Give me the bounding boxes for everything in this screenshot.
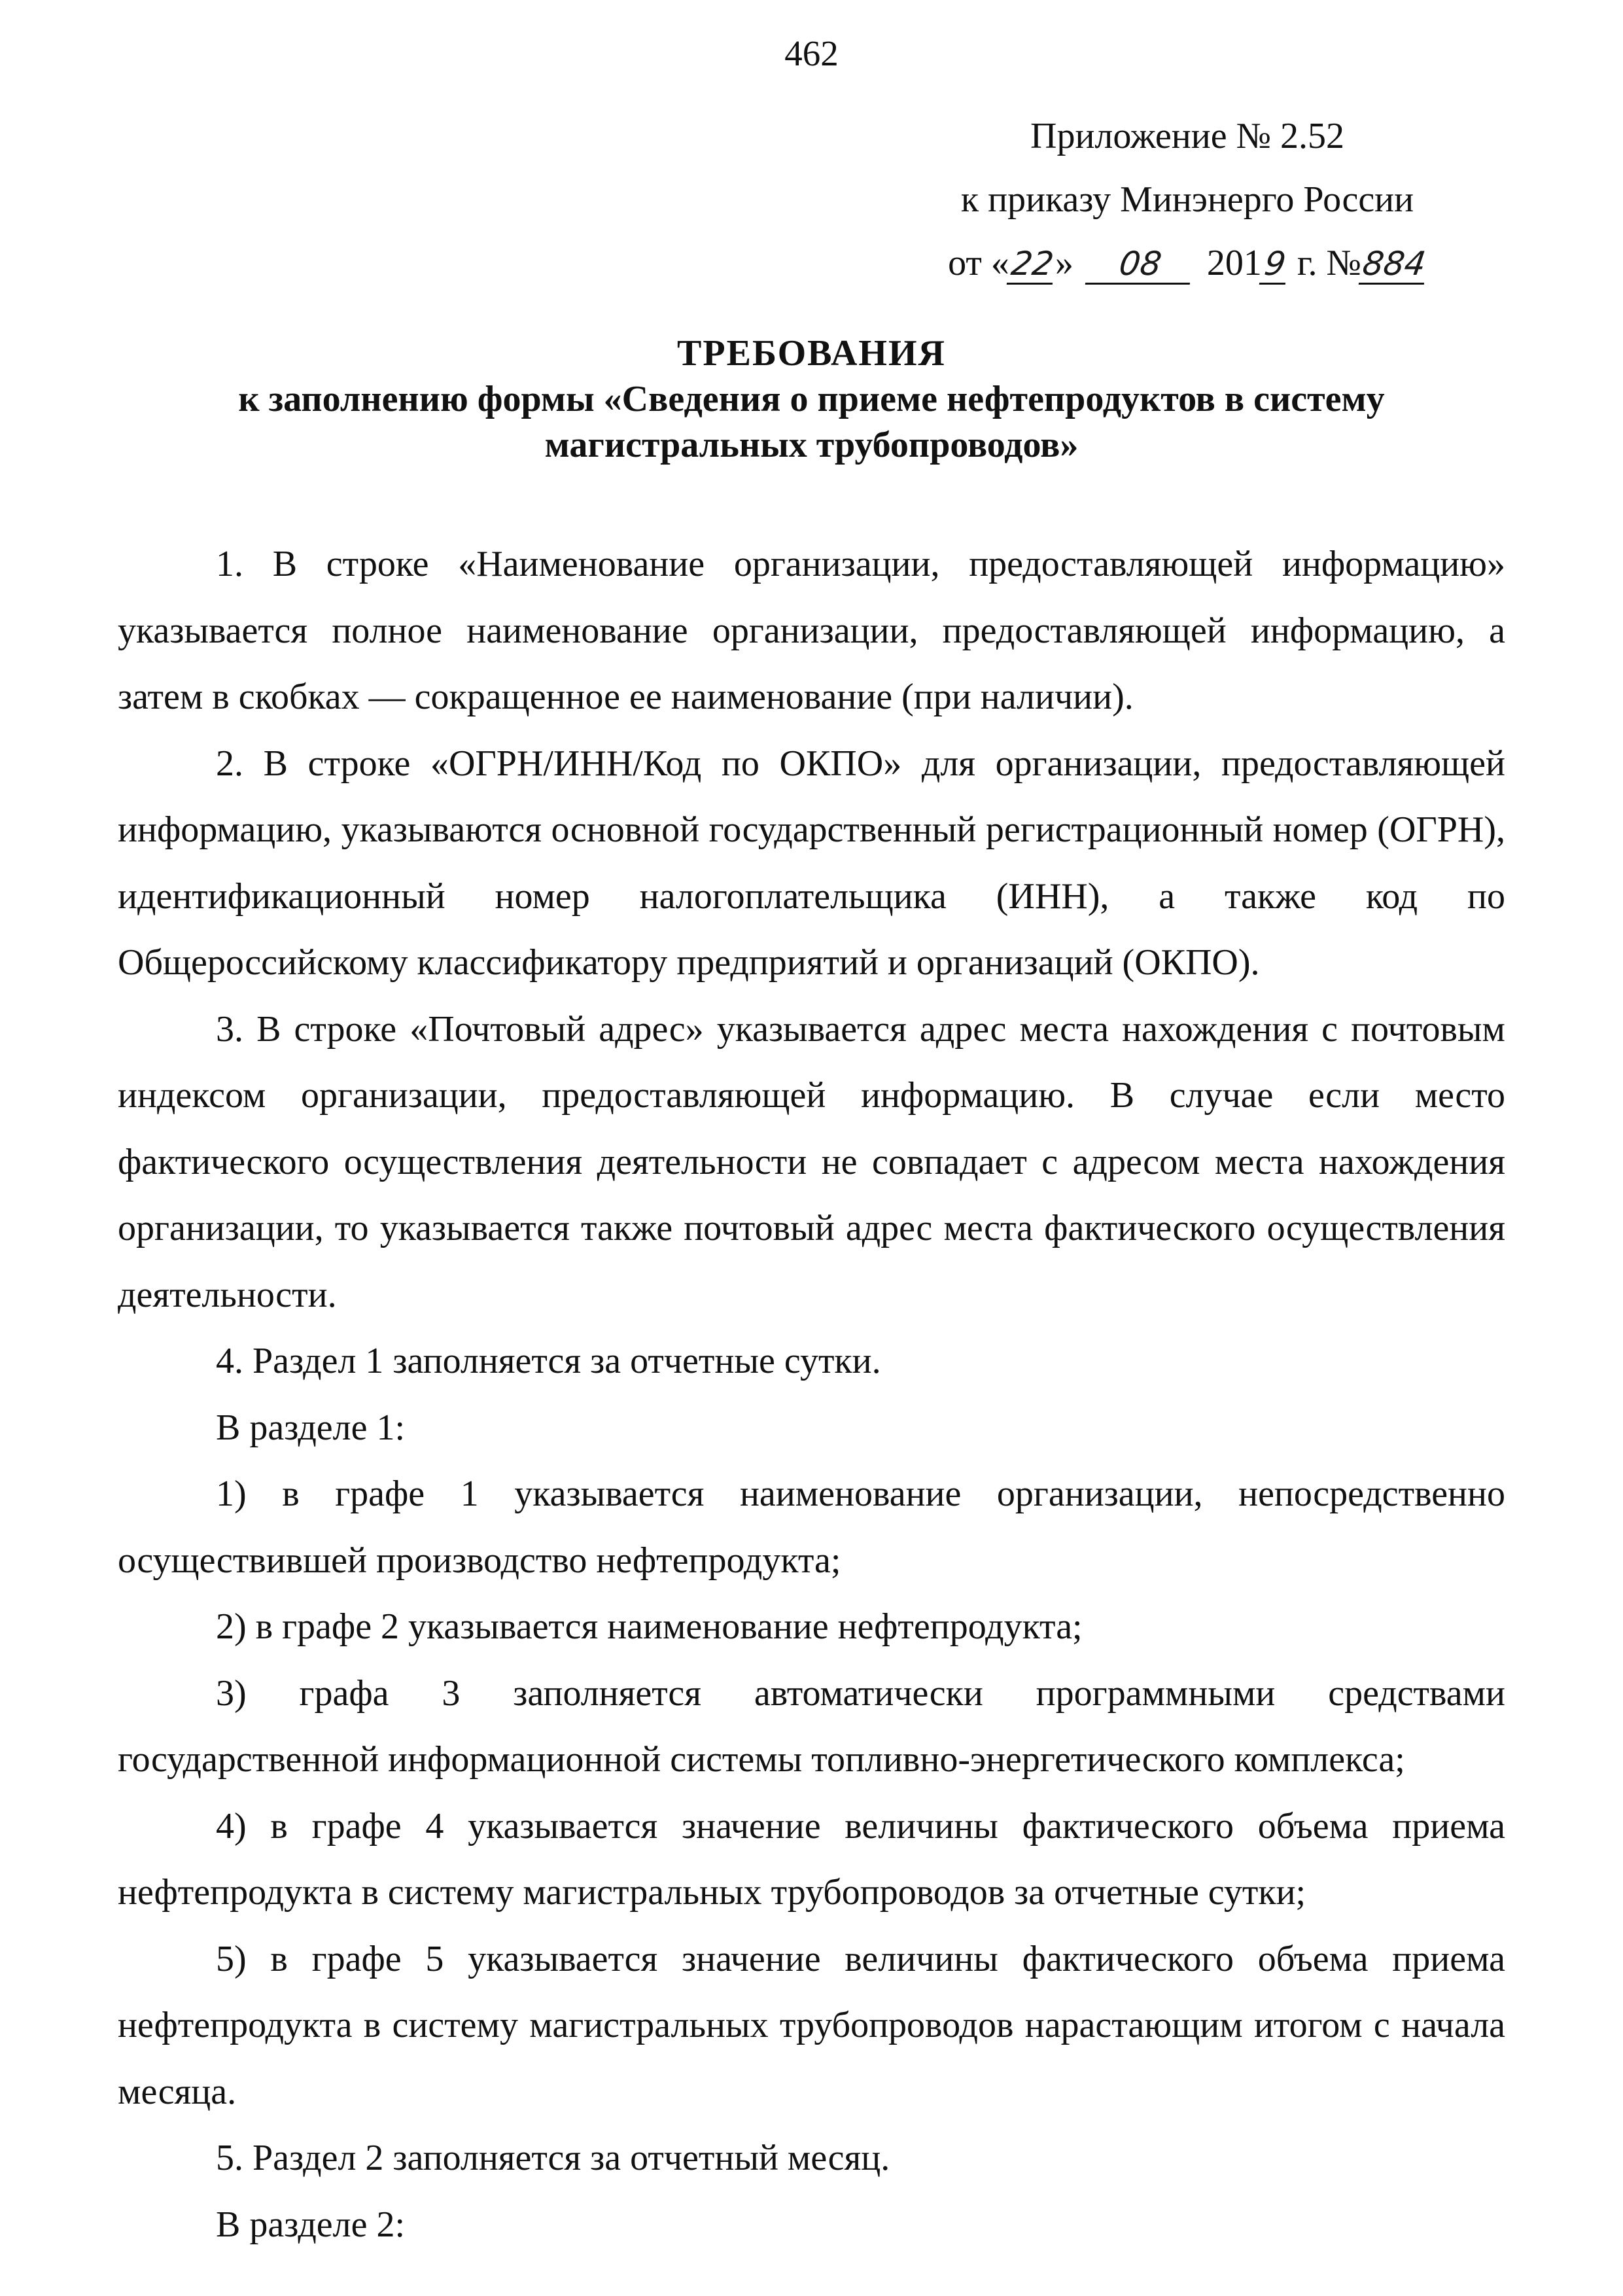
- appendix-date-line: [899, 232, 1475, 295]
- paragraph-3: 3. В строке «Почтовый адрес» указывается адрес места нахождения с почтовым индексом организации, предоставляющей информацию. В случае если место фактического осуществления деятельности не совпадает с адресом места нахождения организации, то указывается также почтовый адрес места фактического осуществления деятельности.: [118, 1008, 1505, 1315]
- handwritten-month: 08: [1085, 245, 1196, 285]
- section-1-item-1: 1) в графе 1 указывается наименование организации, непосредственно осуществившей производство нефтепродукта;: [118, 1474, 1505, 1581]
- page-number: 462: [784, 33, 839, 73]
- handwritten-order-number: 884: [1359, 245, 1430, 285]
- section-1-item-4: 4) в графе 4 указывается значение величины фактического объема приема нефтепродукта в систему магистральных трубопроводов за отчетные сутки;: [118, 1805, 1505, 1913]
- date-quote-close: »: [1055, 243, 1073, 283]
- section-2-heading: В разделе 2:: [216, 2204, 406, 2245]
- section-1-item-2: 2) в графе 2 указывается наименование нефтепродукта;: [216, 1606, 1083, 1647]
- appendix-header: [899, 105, 1475, 295]
- handwritten-day: 22: [1007, 245, 1058, 285]
- date-prefix: от «: [948, 243, 1009, 283]
- document-body: [118, 531, 1505, 2258]
- section-1-heading: В разделе 1:: [216, 1407, 406, 1448]
- paragraph-2: 2. В строке «ОГРН/ИНН/Код по ОКПО» для организации, предоставляющей информацию, указываются основной государственный регистрационный номер (ОГРН), идентификационный номер налогоплательщика (ИНН), а также код по Общероссийскому классификатору предприятий и организаций (ОКПО).: [118, 743, 1505, 983]
- paragraph-5: 5. Раздел 2 заполняется за отчетный месяц.: [216, 2138, 890, 2178]
- section-1-item-5: 5) в графе 5 указывается значение величины фактического объема приема нефтепродукта в систему магистральных трубопроводов нарастающим итогом с начала месяца.: [118, 1938, 1505, 2112]
- title-subtitle-line2: магистральных трубопроводов»: [544, 425, 1079, 465]
- handwritten-year-digit: 9: [1259, 245, 1291, 285]
- section-1-item-3: 3) графа 3 заполняется автоматически программными средствами государственной информационной системы топливно-энергетического комплекса;: [118, 1672, 1505, 1780]
- title-heading: ТРЕБОВАНИЯ: [677, 333, 946, 374]
- document-title: [118, 330, 1505, 468]
- appendix-order-ref: к приказу Минэнерго России: [960, 179, 1414, 220]
- year-suffix: г. №: [1287, 243, 1361, 283]
- paragraph-1: 1. В строке «Наименование организации, предоставляющей информацию» указывается полное наименование организации, предоставляющей информацию, а затем в скобках — сокращенное ее наименование (при наличии).: [118, 544, 1505, 717]
- year-prefix: 201: [1206, 243, 1262, 283]
- title-subtitle-line1: к заполнению формы «Сведения о приеме нефтепродуктов в систему: [238, 379, 1385, 419]
- paragraph-4: 4. Раздел 1 заполняется за отчетные сутки.: [216, 1341, 881, 1381]
- appendix-title: Приложение № 2.52: [1030, 116, 1344, 156]
